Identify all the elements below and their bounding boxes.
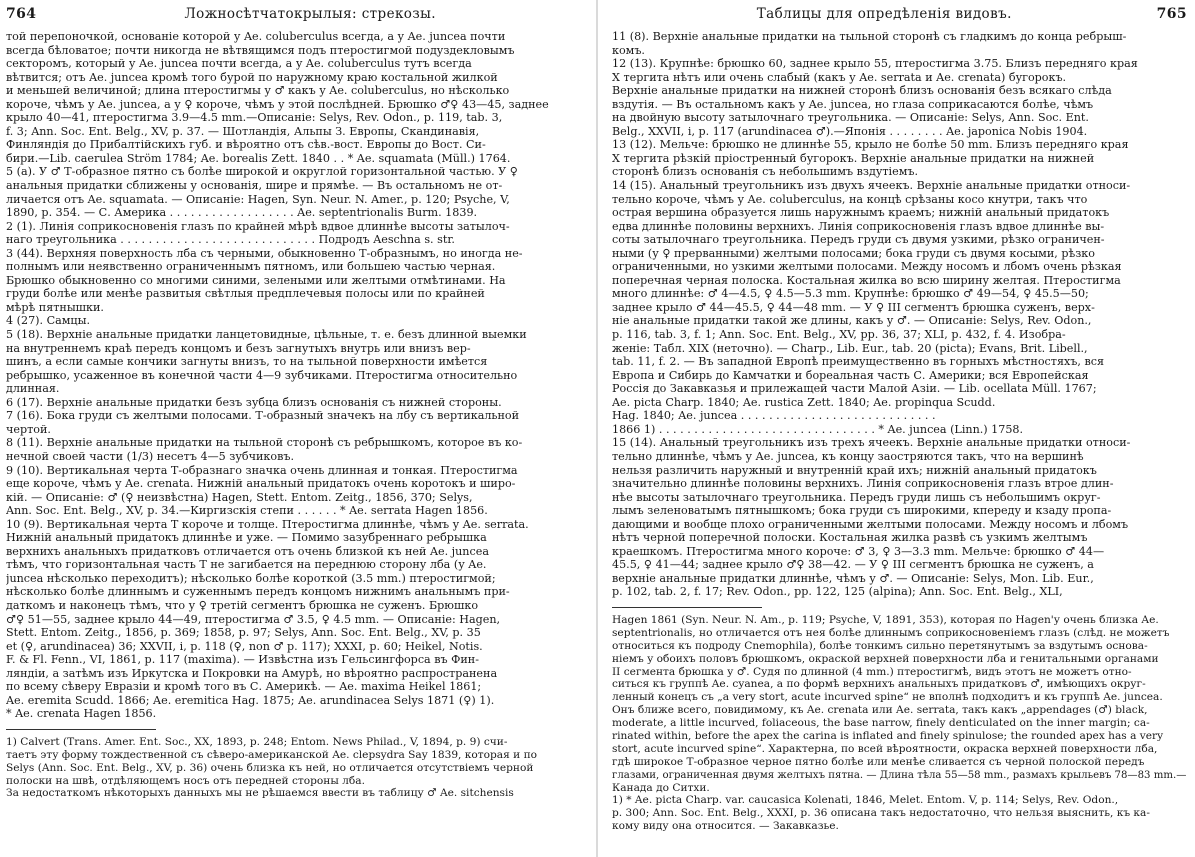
- text-line: вздутія. — Въ остальномъ какъ у Ae. juncea, но глаза соприкасаются болѣе, чѣмъ: [612, 97, 1094, 111]
- left-running-head: [6, 6, 584, 26]
- text-line: p. 102, tab. 2, f. 17; Rev. Odon., pp. 122, 125 (alpina); Ann. Soc. Ent. Belg., XLI,: [612, 585, 1063, 599]
- text-line: 3 (44). Верхняя поверхность лба съ черными, обыкновенно Т-образнымъ, но иногда не-: [6, 246, 523, 260]
- text-line: X тергита рѣзкій пріостренный бугорокъ. Верхніе анальные придатки на нижней: [612, 151, 1095, 165]
- text-line: на двойную высоту затылочнаго треугольника. — Описаніе: Selys, Ann. Soc. Ent.: [612, 111, 1089, 125]
- text-line: на внутреннемъ краѣ передъ концомъ и безъ загнутыхъ внутрь или внизъ вер-: [6, 341, 471, 355]
- text-line: мѣрѣ пятнышки.: [6, 300, 104, 314]
- text-line: et (♀, arundinacea) 36; XXVII, i, p. 118 (♀, non ♂ p. 117); XXXI, p. 60; Heikel, Notis.: [6, 639, 483, 653]
- text-line: лымъ зеленоватымъ пятнышкомъ; бока груди съ широкими, кпереду и кзаду пропа-: [612, 504, 1112, 518]
- footnote-line: II сегмента брюшка у ♂. Судя по длинной (4 mm.) птеростигмѣ, видъ этотъ не можетъ отно-: [612, 665, 1132, 678]
- text-line: много длиннѣе: ♂ 4—4.5, ♀ 4.5—5.3 mm. Крупнѣе: брюшко ♂ 49—54, ♀ 45.5—50;: [612, 287, 1089, 301]
- text-line: нѣсколько болѣе длиннымъ и суженнымъ передъ концомъ нижнимъ анальнымъ при-: [6, 585, 510, 599]
- footnote-line: таетъ эту форму тождественной съ сѣверо-американской Ae. clepsydra Say 1839, которая и по: [6, 748, 538, 761]
- footnote-line: stort, acute incurved spine“. Характерна, по всей вѣроятности, окраска верхней поверхности лба,: [612, 742, 1158, 755]
- text-line: ляндіи, а затѣмъ изъ Иркутска и Покровки на Амурѣ, но вѣроятно распространена: [6, 666, 498, 680]
- footnote-line: относиться къ подроду Cnemophila), болѣе тонкимъ сильно перетянутымъ за вздутымъ основа-: [612, 639, 1148, 652]
- text-line: груди болѣе или менѣе развитыя свѣтлыя предплечевыя полосы или по крайней: [6, 287, 485, 301]
- text-line: нечной своей части (1/3) несетъ 4—5 зубчиковъ.: [6, 449, 295, 463]
- text-line: еще короче, чѣмъ у Ae. crenata. Нижній анальный придатокъ очень коротокъ и широ-: [6, 477, 516, 491]
- text-line: 5 (a). У ♂ Т-образное пятно съ болѣе широкой и округлой горизонтальной частью. У ♀: [6, 165, 518, 179]
- text-line: 8 (11). Верхніе анальные придатки на тыльной сторонѣ съ ребрышкомъ, которое въ ко-: [6, 436, 523, 450]
- text-line: Belg., XXVII, i, p. 117 (arundinacea ♂).—Японія . . . . . . . . Ae. japonica Nobis 1904.: [612, 124, 1088, 138]
- text-line: Верхніе анальные придатки на нижней сторонѣ близъ основанія безъ всякаго слѣда: [612, 84, 1112, 98]
- text-line: нѣтъ черной поперечной полоски. Костальная жилка развѣ съ узкимъ желтымъ: [612, 531, 1088, 545]
- text-line: Ae. eremita Scudd. 1866; Ae. eremitica Hag. 1875; Ae. arundinacea Selys 1871 (♀) 1).: [6, 693, 495, 707]
- text-line: Нижній анальный придатокъ длиннѣе и уже. — Помимо зазубреннаго ребрышка: [6, 531, 487, 545]
- text-line: p. 116, tab. 3, f. 1; Ann. Soc. Ent. Belg., XV, pp. 36, 37; XLI, p. 432, f. 4. Изобра-: [612, 328, 1066, 342]
- text-line: тѣмъ, что горизонтальная часть Т не загибается на переднюю сторону лба (у Ae.: [6, 558, 487, 572]
- text-line: 1866 1) . . . . . . . . . . . . . . . . . . . . . . . . . . . . . . . * Ae. juncea (Linn.) 1758.: [612, 422, 1024, 436]
- text-line: поперечная черная полоска. Костальная жилка во всю ширину желтая. Птеростигма: [612, 273, 1121, 287]
- footnote-line: septentrionalis, но отличается отъ нея болѣе длиннымъ соприкосновеніемъ глазъ (слѣд. не можетъ: [612, 626, 1170, 639]
- footnote-line: rinated within, before the apex the carina is inflated and finely spinulose; the rounded apex has a very: [612, 729, 1164, 742]
- text-line: нельзя различить наружный и внутренній край ихъ; нижній анальный придатокъ: [612, 463, 1097, 477]
- text-line: juncea нѣсколько переходитъ); нѣсколько болѣе короткой (3.5 mm.) птеростигмой;: [6, 571, 496, 585]
- text-line: анальныя придатки сближены у основанія, шире и прямѣе. — Въ остальномъ не от-: [6, 179, 503, 193]
- text-line: кій. — Описаніе: ♂ (♀ неизвѣстна) Hagen, Stett. Entom. Zeitg., 1856, 370; Selys,: [6, 490, 473, 504]
- text-line: тельно короче, чѣмъ у Ae. coluberculus, на концѣ срѣзаны косо кнутри, такъ что: [612, 192, 1088, 206]
- right-page: [598, 0, 1195, 857]
- text-line: бири.—Lib. caerulea Ström 1784; Ae. borealis Zett. 1840 . . * Ae. squamata (Müll.) 1764.: [6, 151, 511, 165]
- footnote-line: глазами, ограниченная двумя желтыхъ пятна. — Длина тѣла 55—58 mm., размахъ крыльевъ 78—83 mm.—: [612, 768, 1187, 781]
- footnote-line: p. 300; Ann. Soc. Ent. Belg., XXXI, p. 36 описана такъ недостаточно, что нельзя выяснить, къ ка-: [612, 807, 1150, 820]
- footnote-line: Онъ ближе всего, повидимому, къ Ae. crenata или Ae. serrata, такъ какъ „appendages (♂) black,: [612, 704, 1148, 717]
- text-line: длинная.: [6, 382, 60, 396]
- text-line: дающими и вообще плохо ограниченными желтыми полосами. Между носомъ и лбомъ: [612, 517, 1129, 531]
- text-line: комъ.: [612, 43, 645, 57]
- text-line: всегда бѣловатое; почти никогда не вѣтвящимся подъ птеростигмой подуздекловымъ: [6, 43, 515, 57]
- text-line: женіе: Табл. XIX (неточно). — Charp., Lib. Eur., tab. 20 (picta); Evans, Brit. Libell.,: [612, 341, 1088, 355]
- footnote-line: 1) * Ae. picta Charp. var. caucasica Kolenati, 1846, Melet. Entom. V, p. 114; Selys, Rev. Odon.,: [612, 794, 1119, 807]
- text-line: Ann. Soc. Ent. Belg., XV, p. 34.—Киргизскія степи . . . . . . * Ae. serrata Hagen 1856.: [6, 504, 488, 518]
- text-line: ограниченными, но узкими желтыми полосами. Между носомъ и лбомъ очень рѣзкая: [612, 260, 1122, 274]
- text-line: X тергита нѣтъ или очень слабый (какъ у Ae. serrata и Ae. crenata) бугорокъ.: [612, 70, 1067, 84]
- text-line: соты затылочнаго треугольника. Передъ груди съ двумя узкими, рѣзко ограничен-: [612, 233, 1105, 247]
- text-line: краешкомъ. Птеростигма много короче: ♂ 3, ♀ 3—3.3 mm. Мельче: брюшко ♂ 44—: [612, 544, 1105, 558]
- text-line: ♂♀ 51—55, заднее крыло 44—49, птеростигма ♂ 3.5, ♀ 4.5 mm. — Описаніе: Hagen,: [6, 612, 501, 626]
- right-footnotes: [612, 614, 1187, 833]
- right-running-head: [612, 6, 1187, 26]
- right-body-text: [612, 30, 1187, 599]
- text-line: 7 (16). Бока груди съ желтыми полосами. Т-образный значекъ на лбу съ вертикальной: [6, 409, 520, 423]
- text-line: заднее крыло ♂ 44—45.5, ♀ 44—48 mm. — У ♀ III сегментъ брюшка суженъ, верх-: [612, 300, 1095, 314]
- text-line: 6 (17). Верхніе анальные придатки безъ зубца близъ основанія съ нижней стороны.: [6, 395, 502, 409]
- footnote-line: Канада до Ситхи.: [612, 781, 710, 794]
- left-body-text: [6, 30, 584, 721]
- text-line: по всему сѣверу Евразіи и кромѣ того въ С. Америкѣ. — Ae. maxima Heikel 1861;: [6, 680, 482, 694]
- text-line: Европа и Сибирь до Камчатки и бореальная часть С. Америки; вся Европейская: [612, 368, 1089, 382]
- right-running-title: Таблицы для опредѣленія видовъ.: [756, 6, 1012, 22]
- text-line: крыло 40—41, птеростигма 3.9—4.5 mm.—Описаніе: Selys, Rev. Odon., p. 119, tab. 3,: [6, 111, 503, 125]
- text-line: ніе анальные придатки такой же длины, какъ у ♂. — Описаніе: Selys, Rev. Odon.,: [612, 314, 1092, 328]
- text-line: сторонѣ близъ основанія съ небольшимъ вздутіемъ.: [612, 165, 918, 179]
- footnote-line: ніемъ у обоихъ половъ брюшкомъ, окраской верхней поверхности лба и генитальными органами: [612, 652, 1159, 665]
- text-line: и меньшей величиной; длина птеростигмы у ♂ какъ у Ae. coluberculus, но нѣсколько: [6, 84, 510, 98]
- text-line: нѣе высоты затылочнаго треугольника. Передъ груди лишь съ небольшимъ округ-: [612, 490, 1101, 504]
- footnote-line: moderate, a little incurved, foliaceous, the base narrow, finely denticulated on the inner margin; ca-: [612, 717, 1150, 730]
- text-line: 1890, p. 354. — С. Америка . . . . . . . . . . . . . . . . . . Ae. septentrionalis Burm. 1839.: [6, 206, 478, 220]
- footnote-line: Selys (Ann. Soc. Ent. Belg., XV, p. 36) очень близка къ ней, но отличается отсутствіемъ черной: [6, 761, 534, 774]
- right-footnote-rule: [612, 607, 762, 608]
- left-running-title: Ложносѣтчатокрылыя: стрекозы.: [184, 6, 436, 22]
- left-footnote-rule: [6, 729, 156, 730]
- text-line: f. 3; Ann. Soc. Ent. Belg., XV, p. 37. — Шотландія, Альпы З. Европы, Скандинавія,: [6, 124, 480, 138]
- text-line: чертой.: [6, 422, 51, 436]
- text-line: 9 (10). Вертикальная черта Т-образнаго значка очень длинная и тонкая. Птеростигма: [6, 463, 518, 477]
- text-line: 5 (18). Верхніе анальные придатки ланцетовидные, цѣльные, т. е. безъ длинной выемки: [6, 328, 527, 342]
- text-line: F. & Fl. Fenn., VI, 1861, p. 117 (maxima). — Извѣстна изъ Гельсингфорса въ Фин-: [6, 653, 480, 667]
- text-line: значительно длиннѣе половины верхнихъ. Линія соприкосновенія глазъ втрое длин-: [612, 477, 1114, 491]
- left-page-number: 764: [6, 6, 37, 22]
- text-line: 45.5, ♀ 41—44; заднее крыло ♂♀ 38—42. — У ♀ III сегментъ брюшка не суженъ, а: [612, 558, 1094, 572]
- text-line: вѣтвится; отъ Ae. juncea кромѣ того бурой по наружному краю костальной жилкой: [6, 70, 498, 84]
- text-line: полнымъ или неявственно ограниченнымъ пятномъ, или большею частью черная.: [6, 260, 496, 274]
- text-line: короче, чѣмъ у Ae. juncea, а у ♀ короче, чѣмъ у этой послѣдней. Брюшко ♂♀ 43—45, заднее: [6, 97, 549, 111]
- text-line: 2 (1). Линія соприкосновенія глазъ по крайней мѣрѣ вдвое длиннѣе высоты затылоч-: [6, 219, 510, 233]
- footnote-line: гдѣ широкое Т-образное черное пятно болѣе или менѣе сливается съ черной полоской передъ: [612, 755, 1145, 768]
- text-line: 13 (12). Мельче: брюшко не длиннѣе 55, крыло не болѣе 50 mm. Близъ передняго края: [612, 138, 1129, 152]
- text-line: 14 (15). Анальный треугольникъ изъ двухъ ячеекъ. Верхніе анальные придатки относи-: [612, 179, 1131, 193]
- footnote-line: кому виду она относится. — Закавказье.: [612, 820, 839, 833]
- footnote-line: За недостаткомъ нѣкоторыхъ данныхъ мы не рѣшаемся ввести въ таблицу ♂ Ae. sitchensis: [6, 787, 514, 800]
- footnote-line: 1) Calvert (Trans. Amer. Ent. Soc., XX, 1893, p. 248; Entom. News Philad., V, 1894, p. 9) счи-: [6, 735, 508, 748]
- footnote-line: ленный конецъ съ „a very stort, acute incurved spine“ не вполнѣ подходитъ и къ группѣ Ae. juncea.: [612, 691, 1163, 704]
- text-line: 10 (9). Вертикальная черта Т короче и толще. Птеростигма длиннѣе, чѣмъ у Ae. serrata.: [6, 517, 529, 531]
- text-line: ребрышко, усаженное въ конечной части 4—9 зубчиками. Птеростигма относительно: [6, 368, 518, 382]
- footnote-line: Hagen 1861 (Syn. Neur. N. Am., p. 119; Psyche, V, 1891, 353), которая по Hagen'у очень близка Ae.: [612, 613, 1159, 626]
- text-line: личается отъ Ae. squamata. — Описаніе: Hagen, Syn. Neur. N. Amer., p. 120; Psyche, V,: [6, 192, 510, 206]
- text-line: Stett. Entom. Zeitg., 1856, p. 369; 1858, p. 97; Selys, Ann. Soc. Ent. Belg., XV, p. 35: [6, 626, 481, 640]
- text-line: 12 (13). Крупнѣе: брюшко 60, заднее крыло 55, птеростигма 3.75. Близъ передняго края: [612, 57, 1138, 71]
- text-line: даткомъ и наконецъ тѣмъ, что у ♀ третій сегментъ брюшка не суженъ. Брюшко: [6, 598, 479, 612]
- text-line: шинъ, а если самые кончики загнуты внизъ, то на тыльной поверхности имѣется: [6, 355, 488, 369]
- text-line: тельно длиннѣе, чѣмъ у Ae. juncea, къ концу заостряются такъ, что на вершинѣ: [612, 449, 1084, 463]
- footnote-line: полоски на швѣ, отдѣляющемъ носъ отъ передней стороны лба.: [6, 774, 365, 787]
- text-line: верхнихъ анальныхъ придатковъ отличается отъ очень близкой къ ней Ae. juncea: [6, 544, 489, 558]
- text-line: Брюшко обыкновенно со многими синими, зелеными или желтыми отмѣтинами. На: [6, 273, 506, 287]
- text-line: * Ae. crenata Hagen 1856.: [6, 707, 157, 721]
- left-footnotes: [6, 736, 584, 800]
- text-line: верхніе анальные придатки длиннѣе, чѣмъ у ♂. — Описаніе: Selys, Mon. Lib. Eur.,: [612, 571, 1094, 585]
- text-line: tab. 11, f. 2. — Въ западной Европѣ преимущественно въ горныхъ мѣстностяхъ, вся: [612, 355, 1104, 369]
- text-line: 11 (8). Верхніе анальные придатки на тыльной сторонѣ съ гладкимъ до конца ребрыш-: [612, 30, 1127, 43]
- text-line: Hag. 1840; Ae. juncea . . . . . . . . . . . . . . . . . . . . . . . . . . . .: [612, 409, 936, 423]
- footnote-line: ситься къ группѣ Ae. cyanea, а по формѣ верхнихъ анальныхъ придатковъ ♂, имѣющихъ округ-: [612, 678, 1146, 691]
- text-line: едва длиннѣе половины верхнихъ. Линія соприкосновенія глазъ вдвое длиннѣе вы-: [612, 219, 1105, 233]
- right-page-number: 765: [1156, 6, 1187, 22]
- text-line: ными (у ♀ прерванными) желтыми полосами; бока груди съ двумя косыми, рѣзко: [612, 246, 1095, 260]
- text-line: Финляндія до Прибалтійскихъ губ. и вѣроятно отъ сѣв.-вост. Европы до Вост. Си-: [6, 138, 486, 152]
- text-line: 4 (27). Самцы.: [6, 314, 90, 328]
- text-line: Россія до Закавказья и прилежащей части Малой Азіи. — Lib. ocellata Müll. 1767;: [612, 382, 1097, 396]
- text-line: Ae. picta Charp. 1840; Ae. rustica Zett. 1840; Ae. propinqua Scudd.: [612, 395, 996, 409]
- text-line: секторомъ, который у Ae. juncea почти всегда, а у Ae. coluberculus тутъ всегда: [6, 57, 472, 71]
- text-line: 15 (14). Анальный треугольникъ изъ трехъ ячеекъ. Верхніе анальные придатки относи-: [612, 436, 1131, 450]
- text-line: наго треугольника . . . . . . . . . . . . . . . . . . . . . . . . . . . . Подродъ Aeschna s. str.: [6, 233, 455, 247]
- text-line: острая вершина образуется лишь наружнымъ краемъ; нижній анальный придатокъ: [612, 206, 1110, 220]
- text-line: той перепоночкой, основаніе которой у Ae. coluberculus всегда, а у Ae. juncea почти: [6, 30, 506, 43]
